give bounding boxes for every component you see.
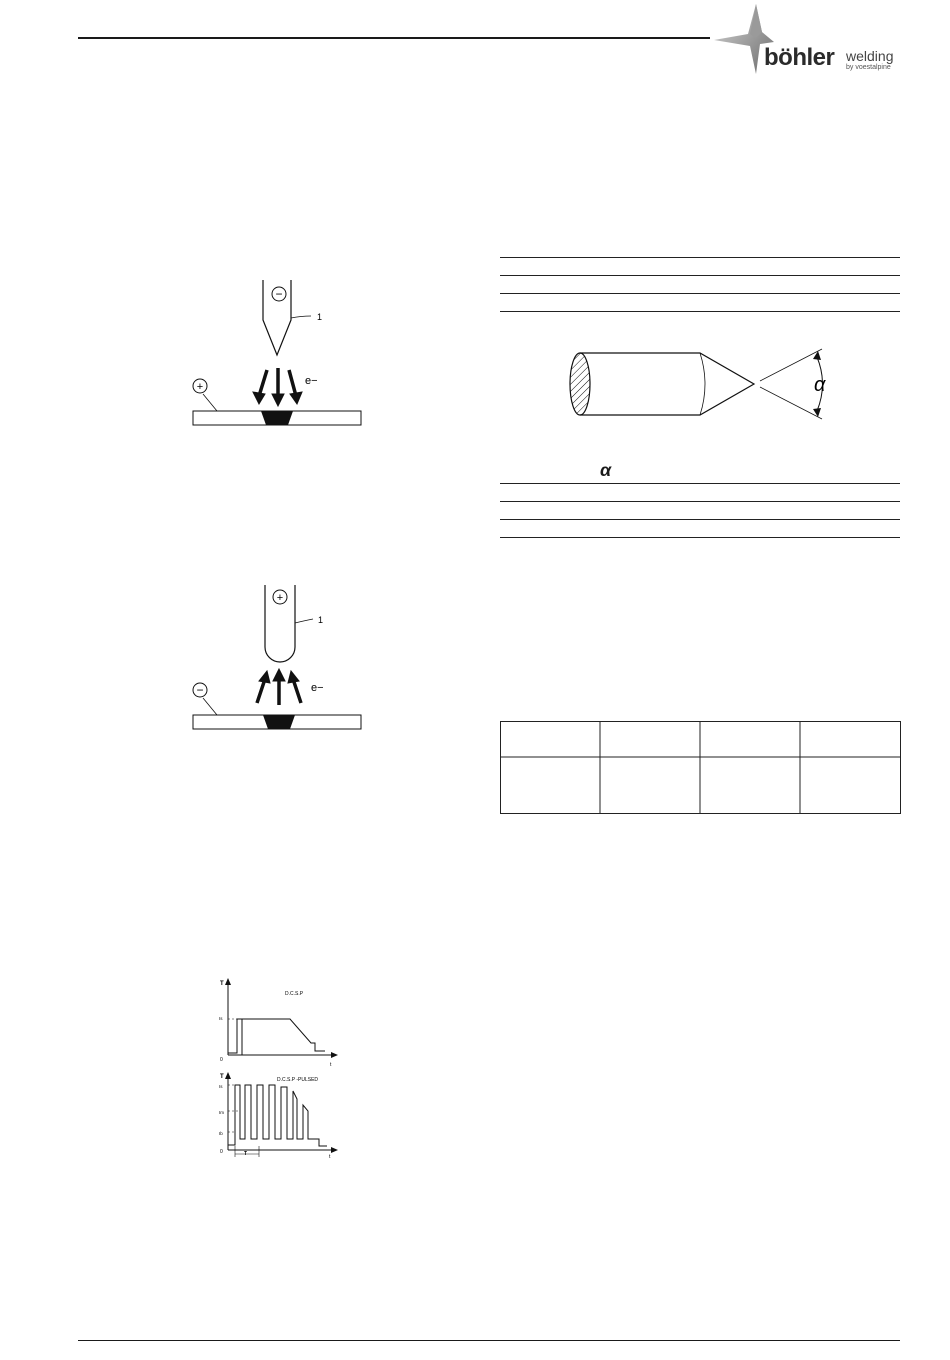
svg-text:0: 0: [220, 1149, 223, 1155]
svg-text:Im: Im: [219, 1110, 224, 1115]
svg-text:Is: Is: [219, 1084, 223, 1089]
svg-text:t: t: [329, 1154, 331, 1160]
alpha-heading: α: [600, 460, 612, 480]
arrow-up-icon: [288, 671, 299, 683]
svg-text:T: T: [244, 1151, 248, 1157]
svg-text:0: 0: [220, 1057, 223, 1063]
svg-text:D.C.S.P: D.C.S.P: [285, 991, 304, 997]
bohler-logo: [712, 0, 912, 80]
weld-pool: [261, 411, 293, 425]
workpiece-sign: +: [196, 381, 204, 393]
angle-label: α: [814, 374, 826, 396]
table-rule: [500, 311, 900, 312]
dcsp-diagram: [185, 280, 375, 435]
svg-text:t: t: [330, 1062, 332, 1068]
header-rule: [78, 37, 710, 39]
electron-label: e−: [305, 375, 318, 387]
workpiece-sign: −: [196, 683, 204, 697]
dcrp-diagram: [185, 585, 375, 735]
arrow-up-icon: [259, 671, 270, 683]
arrow-up-icon: [273, 669, 285, 681]
current-time-graphs: [215, 975, 345, 1160]
svg-text:D.C.S.P -PULSED: D.C.S.P -PULSED: [277, 1077, 319, 1083]
footer-rule: [78, 1340, 900, 1341]
table-rule: [500, 501, 900, 502]
svg-text:Is: Is: [219, 1016, 223, 1021]
dcsp-pulsed-graph: [219, 1072, 338, 1160]
electron-label: e−: [311, 682, 324, 694]
table-rule: [500, 519, 900, 520]
logo-byline: by voestalpine: [846, 64, 891, 71]
arrow-down-icon: [253, 392, 265, 404]
table-rule: [500, 257, 900, 258]
logo-product: welding: [846, 48, 894, 64]
table-rule: [500, 293, 900, 294]
callout-number: 1: [317, 312, 323, 322]
electrode-sign: −: [275, 287, 283, 301]
electrode-tip-figure: [560, 345, 850, 425]
svg-text:T: T: [220, 981, 224, 987]
arrow-down-icon: [290, 392, 302, 404]
svg-text:T: T: [220, 1074, 224, 1080]
table-rule: [500, 483, 900, 484]
dcsp-graph: [219, 978, 338, 1068]
table-rule: [500, 537, 900, 538]
weld-pool: [263, 715, 295, 729]
arrow-down-icon: [272, 394, 284, 406]
svg-text:Ib: Ib: [219, 1131, 223, 1136]
callout-number: 1: [318, 615, 324, 625]
electrode-sign: +: [276, 592, 284, 604]
table-rule: [500, 275, 900, 276]
electrode-cross-section: [570, 353, 590, 415]
empty-table: [500, 721, 901, 815]
logo-brand: böhler: [764, 44, 835, 71]
